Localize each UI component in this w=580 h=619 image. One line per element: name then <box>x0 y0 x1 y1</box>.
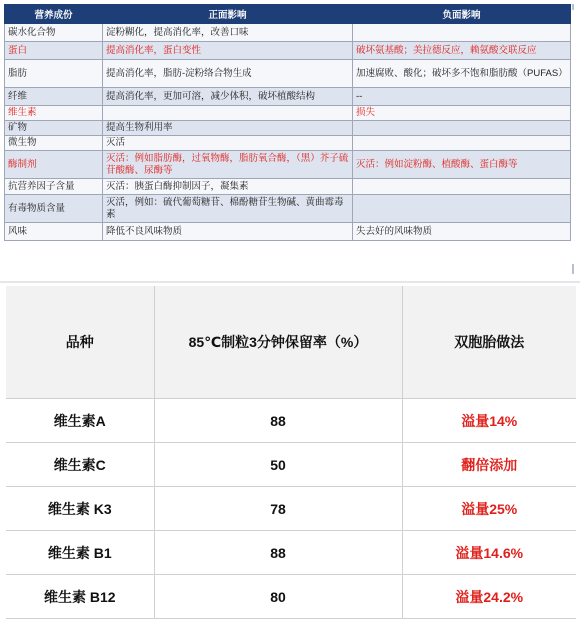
nutrient-name-cell: 纤维 <box>5 88 103 106</box>
edge-mark-top <box>572 4 574 10</box>
retention-rate-cell: 88 <box>154 531 402 575</box>
nutrient-name-cell: 风味 <box>5 223 103 241</box>
table-row <box>6 443 576 487</box>
positive-effect-cell: 灭活 <box>103 136 353 151</box>
negative-effect-cell: 破坏氨基酸；美拉德反应，赖氨酸交联反应 <box>353 42 571 60</box>
vitamin-retention-header-row <box>6 286 576 399</box>
negative-effect-cell: 失去好的风味物质 <box>353 223 571 241</box>
header-nutrient: 营养成份 <box>5 5 103 24</box>
practice-cell: 溢量14% <box>402 399 576 443</box>
table-row <box>6 399 576 443</box>
practice-cell: 翻倍添加 <box>402 443 576 487</box>
table-row <box>5 179 571 195</box>
negative-effect-cell: 灭活：例如淀粉酶、植酸酶、蛋白酶等 <box>353 151 571 179</box>
positive-effect-cell: 灭活：胰蛋白酶抑制因子，凝集素 <box>103 179 353 195</box>
header-retention-rate: 85℃制粒3分钟保留率（%） <box>154 286 402 399</box>
table-row <box>5 88 571 106</box>
negative-effect-cell <box>353 121 571 136</box>
nutrient-name-cell: 碳水化合物 <box>5 24 103 42</box>
variety-cell: 维生素C <box>6 443 154 487</box>
variety-cell: 维生素 K3 <box>6 487 154 531</box>
table-row <box>6 531 576 575</box>
nutrient-name-cell: 蛋白 <box>5 42 103 60</box>
nutrient-effects-header-row <box>5 5 571 24</box>
positive-effect-cell: 提高消化率，脂肪-淀粉络合物生成 <box>103 60 353 88</box>
table-row <box>5 136 571 151</box>
retention-rate-cell: 88 <box>154 399 402 443</box>
positive-effect-cell <box>103 106 353 121</box>
negative-effect-cell <box>353 195 571 223</box>
header-negative-effect: 负面影响 <box>353 5 571 24</box>
table-row <box>5 60 571 88</box>
retention-rate-cell: 50 <box>154 443 402 487</box>
table-row <box>6 487 576 531</box>
retention-rate-cell: 80 <box>154 575 402 619</box>
negative-effect-cell: 损失 <box>353 106 571 121</box>
table-row <box>5 42 571 60</box>
table-row <box>5 151 571 179</box>
negative-effect-cell <box>353 179 571 195</box>
table-row <box>6 575 576 619</box>
section-divider <box>0 281 580 283</box>
nutrient-name-cell: 酶制剂 <box>5 151 103 179</box>
table-row <box>5 106 571 121</box>
practice-cell: 溢量14.6% <box>402 531 576 575</box>
table-row <box>5 24 571 42</box>
vitamin-retention-table <box>6 286 576 619</box>
positive-effect-cell: 淀粉糊化，提高消化率，改善口味 <box>103 24 353 42</box>
nutrient-name-cell: 微生物 <box>5 136 103 151</box>
vitamin-retention-body <box>6 399 576 619</box>
practice-cell: 溢量24.2% <box>402 575 576 619</box>
table-row <box>5 195 571 223</box>
positive-effect-cell: 灭活：例如脂肪酶，过氧物酶，脂肪氧合酶，（黑）芥子硫苷酸酶、尿酶等 <box>103 151 353 179</box>
positive-effect-cell: 灭活，例如：硫代葡萄糖苷、棉酚糖苷生物碱、黄曲霉毒素 <box>103 195 353 223</box>
positive-effect-cell: 提高消化率，更加可溶，减少体积，破坏植酸结构 <box>103 88 353 106</box>
practice-cell: 溢量25% <box>402 487 576 531</box>
nutrient-name-cell: 维生素 <box>5 106 103 121</box>
nutrient-name-cell: 有毒物质含量 <box>5 195 103 223</box>
nutrient-name-cell: 矿物 <box>5 121 103 136</box>
nutrient-name-cell: 抗营养因子含量 <box>5 179 103 195</box>
negative-effect-cell: -- <box>353 88 571 106</box>
variety-cell: 维生素 B12 <box>6 575 154 619</box>
header-practice: 双胞胎做法 <box>402 286 576 399</box>
header-variety: 品种 <box>6 286 154 399</box>
nutrient-effects-table <box>4 4 571 241</box>
edge-mark-bottom <box>572 264 574 274</box>
retention-rate-cell: 78 <box>154 487 402 531</box>
table-row <box>5 121 571 136</box>
variety-cell: 维生素A <box>6 399 154 443</box>
negative-effect-cell <box>353 136 571 151</box>
positive-effect-cell: 提高生物利用率 <box>103 121 353 136</box>
variety-cell: 维生素 B1 <box>6 531 154 575</box>
nutrient-effects-body <box>5 24 571 241</box>
positive-effect-cell: 提高消化率，蛋白变性 <box>103 42 353 60</box>
table-row <box>5 223 571 241</box>
negative-effect-cell <box>353 24 571 42</box>
negative-effect-cell: 加速腐败、酸化；破坏多不饱和脂肪酸（PUFAS） <box>353 60 571 88</box>
positive-effect-cell: 降低不良风味物质 <box>103 223 353 241</box>
nutrient-name-cell: 脂肪 <box>5 60 103 88</box>
header-positive-effect: 正面影响 <box>103 5 353 24</box>
